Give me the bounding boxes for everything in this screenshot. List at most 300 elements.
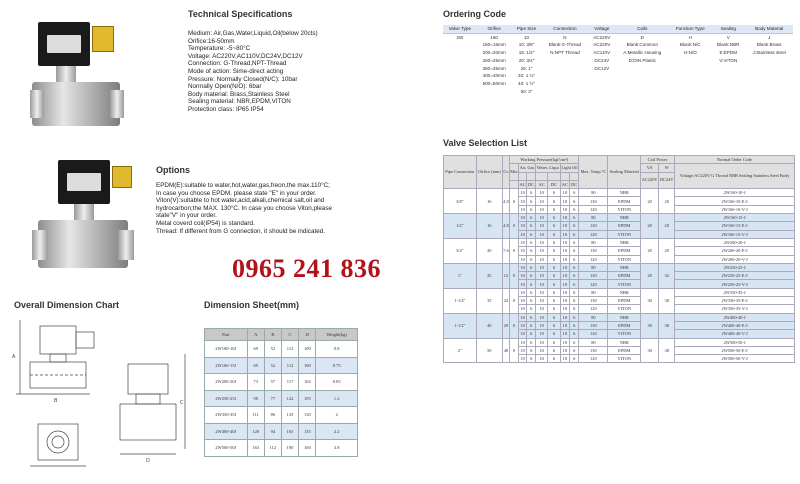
seal-cell: EPDM bbox=[608, 247, 641, 255]
pressure-cell: 6 bbox=[570, 222, 579, 230]
selection-row bbox=[444, 263, 795, 271]
ordering-header-cell: Body Material bbox=[745, 25, 793, 33]
pressure-cell: 10 bbox=[535, 263, 547, 271]
dim-cell: 120 bbox=[247, 423, 264, 440]
temp-cell: 120 bbox=[579, 255, 608, 263]
ordering-header-cell: Pipe Size bbox=[512, 25, 542, 33]
seal-cell: VITON bbox=[608, 305, 641, 313]
dim-cell: 0.8 bbox=[316, 341, 358, 358]
pressure-cell: 10 bbox=[535, 355, 547, 363]
pressure-cell: 10 bbox=[535, 338, 547, 346]
pressure-cell: 10 bbox=[560, 238, 569, 246]
temp-cell: 120 bbox=[579, 280, 608, 288]
hdr-blank bbox=[535, 172, 547, 180]
temp-cell: 130 bbox=[579, 197, 608, 205]
dim-cell: 1.2 bbox=[316, 390, 358, 407]
order-code-cell: 2W160-10-E-J bbox=[675, 197, 795, 205]
order-code-cell: 2W250-25-J bbox=[675, 263, 795, 271]
va-cell: 30 bbox=[641, 338, 659, 363]
va-cell: 20 bbox=[641, 238, 659, 263]
ordering-option: 2W bbox=[456, 34, 464, 40]
min-cell: 0 bbox=[509, 189, 518, 214]
tech-spec-line: Body material: Brass,Stainless Steel bbox=[188, 90, 290, 98]
phone-number: 0965 241 836 bbox=[232, 254, 381, 283]
temp-cell: 130 bbox=[579, 222, 608, 230]
pressure-cell: 6 bbox=[548, 230, 560, 238]
svg-text:A: A bbox=[12, 354, 16, 360]
dim-cell: 105 bbox=[299, 390, 316, 407]
pressure-cell: 10 bbox=[518, 297, 526, 305]
w-cell: 20 bbox=[659, 189, 675, 214]
pipe-cell: 2" bbox=[444, 338, 477, 363]
min-cell: 0 bbox=[509, 313, 518, 338]
pressure-cell: 6 bbox=[527, 297, 536, 305]
pressure-cell: 6 bbox=[548, 214, 560, 222]
order-code-cell: 2W250-25-V-J bbox=[675, 280, 795, 288]
pressure-cell: 10 bbox=[518, 214, 526, 222]
va-cell: 30 bbox=[641, 313, 659, 338]
pressure-cell: 6 bbox=[527, 214, 536, 222]
pressure-cell: 6 bbox=[548, 272, 560, 280]
va-cell: 30 bbox=[641, 288, 659, 313]
pressure-cell: 6 bbox=[548, 247, 560, 255]
temp-cell: 80 bbox=[579, 313, 608, 321]
svg-text:B: B bbox=[54, 398, 58, 404]
ordering-option: J bbox=[767, 34, 771, 40]
pressure-cell: 10 bbox=[560, 330, 569, 338]
pressure-cell: 10 bbox=[560, 255, 569, 263]
ordering-option: V:VITON bbox=[719, 57, 738, 63]
dim-header-cell: A bbox=[247, 329, 264, 341]
ordering-header-cell: Valve Type bbox=[443, 25, 477, 33]
hdr-blank bbox=[548, 172, 560, 180]
seal-cell: NBR bbox=[608, 214, 641, 222]
dim-cell: 69 bbox=[247, 357, 264, 374]
w-cell: 32 bbox=[659, 263, 675, 288]
cv-cell: 48 bbox=[502, 338, 509, 363]
order-code-cell: 2W500-50-E-J bbox=[675, 346, 795, 354]
dim-cell: 112 bbox=[281, 357, 298, 374]
pressure-cell: 6 bbox=[570, 230, 579, 238]
dim-cell: 165 bbox=[281, 423, 298, 440]
pressure-cell: 10 bbox=[560, 197, 569, 205]
pressure-cell: 10 bbox=[535, 305, 547, 313]
options-list bbox=[156, 182, 416, 235]
ordering-header-row bbox=[443, 25, 793, 33]
hdr-working-pressure: Working Pressure(kgf/cm²) bbox=[509, 156, 578, 164]
orifice-cell: 50 bbox=[476, 338, 502, 363]
hdr-ac: AC bbox=[535, 180, 547, 188]
hdr-ac: AC bbox=[518, 180, 526, 188]
selection-title: Valve Selection List bbox=[443, 138, 528, 148]
ordering-option: Blank:NBR bbox=[717, 42, 740, 48]
pressure-cell: 6 bbox=[548, 197, 560, 205]
dim-cell: 73 bbox=[247, 374, 264, 391]
pressure-cell: 10 bbox=[535, 280, 547, 288]
ordering-option: AC220V bbox=[593, 34, 611, 40]
cv-cell: 4.8 bbox=[502, 189, 509, 214]
pressure-cell: 6 bbox=[527, 222, 536, 230]
pressure-cell: 6 bbox=[548, 280, 560, 288]
pressure-cell: 6 bbox=[527, 355, 536, 363]
ordering-option: A:Metallic Housing bbox=[623, 50, 662, 56]
svg-text:C: C bbox=[180, 400, 184, 406]
pressure-cell: 10 bbox=[560, 205, 569, 213]
hdr-cv: Cv bbox=[502, 156, 509, 189]
cv-cell: 12 bbox=[502, 263, 509, 288]
order-code-cell: 2W400-40-E-J bbox=[675, 321, 795, 329]
hdr-min: Min bbox=[509, 164, 518, 181]
pressure-cell: 6 bbox=[570, 321, 579, 329]
pressure-cell: 6 bbox=[527, 272, 536, 280]
order-code-cell: 2W200-20-E-J bbox=[675, 247, 795, 255]
dim-cell: 135 bbox=[299, 423, 316, 440]
dim-cell: 98 bbox=[247, 390, 264, 407]
seal-cell: VITON bbox=[608, 255, 641, 263]
pressure-cell: 6 bbox=[527, 263, 536, 271]
hdr-blank bbox=[509, 180, 518, 188]
hdr-light-oil: Light Oil bbox=[560, 164, 579, 172]
pressure-cell: 6 bbox=[548, 238, 560, 246]
ordering-option: H bbox=[688, 34, 692, 40]
ordering-column bbox=[477, 33, 512, 96]
pressure-cell: 6 bbox=[527, 247, 536, 255]
temp-cell: 130 bbox=[579, 272, 608, 280]
order-code-cell: 2W160-15-V-J bbox=[675, 230, 795, 238]
pressure-cell: 6 bbox=[570, 313, 579, 321]
order-code-cell: 2W200-20-J bbox=[675, 238, 795, 246]
pressure-cell: 10 bbox=[535, 189, 547, 197]
temp-cell: 120 bbox=[579, 305, 608, 313]
orifice-cell: 35 bbox=[476, 288, 502, 313]
dim-cell: 2.2 bbox=[316, 423, 358, 440]
va-cell: 20 bbox=[641, 214, 659, 239]
option-line: In case you choose EPDM. please state "E" in your order. bbox=[156, 189, 317, 197]
pressure-cell: 10 bbox=[518, 280, 526, 288]
tech-spec-line: Mode of action: Sime-direct acting bbox=[188, 67, 284, 75]
dimension-sheet-table bbox=[204, 328, 358, 457]
pressure-cell: 6 bbox=[527, 313, 536, 321]
ordering-option: 160 bbox=[490, 34, 498, 40]
pressure-cell: 6 bbox=[570, 255, 579, 263]
pressure-cell: 6 bbox=[548, 313, 560, 321]
hdr-coil-power: Coil Power bbox=[641, 156, 675, 164]
pressure-cell: 10 bbox=[560, 288, 569, 296]
cv-cell: 29 bbox=[502, 313, 509, 338]
hdr-blank bbox=[560, 172, 569, 180]
pressure-cell: 6 bbox=[548, 189, 560, 197]
dim-sheet-title: Dimension Sheet(mm) bbox=[204, 300, 300, 310]
pressure-cell: 6 bbox=[570, 197, 579, 205]
pressure-cell: 10 bbox=[535, 297, 547, 305]
orifice-cell: 25 bbox=[476, 263, 502, 288]
ordering-column bbox=[669, 33, 711, 96]
order-code-cell: 2W160-10-J bbox=[675, 189, 795, 197]
ordering-column bbox=[745, 33, 793, 96]
ordering-header-cell: Voltage bbox=[588, 25, 615, 33]
pressure-cell: 10 bbox=[535, 230, 547, 238]
dim-row bbox=[205, 423, 358, 440]
ordering-option: 50: 2" bbox=[520, 89, 533, 95]
ordering-option: AC110V bbox=[593, 50, 611, 56]
option-line: Viton(V):suitable to hot water,acid,alkali,chemical salt,oil and bbox=[156, 197, 325, 205]
order-code-cell: 2W160-15-E-J bbox=[675, 222, 795, 230]
min-cell: 0 bbox=[509, 238, 518, 263]
pressure-cell: 6 bbox=[527, 288, 536, 296]
pressure-cell: 6 bbox=[548, 355, 560, 363]
pressure-cell: 10 bbox=[518, 247, 526, 255]
pressure-cell: 6 bbox=[527, 338, 536, 346]
hdr-pipe: Pipe Connection bbox=[444, 156, 477, 189]
temp-cell: 120 bbox=[579, 355, 608, 363]
pressure-cell: 6 bbox=[570, 338, 579, 346]
pressure-cell: 6 bbox=[548, 288, 560, 296]
pressure-cell: 10 bbox=[535, 288, 547, 296]
pressure-cell: 6 bbox=[570, 238, 579, 246]
ordering-option: Blank:Brass bbox=[756, 42, 782, 48]
seal-cell: NBR bbox=[608, 238, 641, 246]
pressure-cell: 6 bbox=[527, 189, 536, 197]
pressure-cell: 10 bbox=[560, 355, 569, 363]
pressure-cell: 6 bbox=[548, 222, 560, 230]
tech-spec-list bbox=[188, 30, 428, 114]
hdr-va: VA bbox=[641, 164, 659, 172]
ordering-option: DC12V bbox=[594, 65, 610, 71]
ordering-option: 20: 3/4" bbox=[518, 57, 535, 63]
pressure-cell: 10 bbox=[518, 346, 526, 354]
ordering-option: 10: 3/8" bbox=[518, 42, 535, 48]
seal-cell: EPDM bbox=[608, 297, 641, 305]
w-cell: 20 bbox=[659, 214, 675, 239]
dim-cell: 3.8 bbox=[316, 440, 358, 457]
order-code-cell: 2W250-25-E-J bbox=[675, 272, 795, 280]
hdr-ac220v: AC220V bbox=[641, 172, 659, 189]
cv-cell: 7.6 bbox=[502, 238, 509, 263]
order-code-cell: 2W400-40-J bbox=[675, 313, 795, 321]
ordering-option: 160=16mm bbox=[482, 42, 506, 48]
dim-cell: 2W400-40J bbox=[205, 423, 248, 440]
pressure-cell: 10 bbox=[535, 321, 547, 329]
w-cell: 38 bbox=[659, 313, 675, 338]
orifice-cell: 40 bbox=[476, 313, 502, 338]
dim-cell: 160 bbox=[299, 440, 316, 457]
ordering-option: 10 bbox=[523, 34, 530, 40]
seal-cell: NBR bbox=[608, 313, 641, 321]
dim-header-cell: C bbox=[281, 329, 298, 341]
hdr-dc: DC bbox=[570, 180, 579, 188]
hdr-water: Water, Liqui bbox=[535, 164, 560, 172]
order-code-cell: 2W350-35-J bbox=[675, 288, 795, 296]
ordering-option: N:NPT Thread bbox=[550, 50, 580, 56]
pressure-cell: 10 bbox=[535, 346, 547, 354]
pipe-cell: 1/2" bbox=[444, 214, 477, 239]
pressure-cell: 6 bbox=[548, 205, 560, 213]
order-code-cell: 2W400-40-V-J bbox=[675, 330, 795, 338]
temp-cell: 120 bbox=[579, 330, 608, 338]
option-line: Metal coverd coil(IP54) is standard. bbox=[156, 219, 255, 227]
order-code-cell: 2W160-10-V-J bbox=[675, 205, 795, 213]
pressure-cell: 10 bbox=[560, 272, 569, 280]
pressure-cell: 10 bbox=[560, 321, 569, 329]
tech-spec-line: Normally Open(N/O): 6bar bbox=[188, 83, 262, 91]
ordering-option: 200=20mm bbox=[482, 50, 506, 56]
pressure-cell: 10 bbox=[560, 230, 569, 238]
dim-cell: 130 bbox=[299, 407, 316, 424]
tech-spec-line: Temperature: -5~80°C bbox=[188, 45, 251, 53]
dim-cell: 100 bbox=[299, 341, 316, 358]
hdr-w: W bbox=[659, 164, 675, 172]
dim-cell: 86 bbox=[264, 407, 281, 424]
ordering-option: J:Stainless steel bbox=[752, 50, 786, 56]
tech-spec-line: Medium: Air,Gas,Water,Liquid,Oil(below 20cts) bbox=[188, 30, 318, 37]
hdr-dc24v: DC24V bbox=[659, 172, 675, 189]
ordering-code-title: Ordering Code bbox=[443, 9, 507, 19]
ordering-code-table bbox=[443, 25, 793, 96]
dim-cell: 0.75 bbox=[316, 357, 358, 374]
dim-row bbox=[205, 440, 358, 457]
dim-row bbox=[205, 357, 358, 374]
dim-cell: 77 bbox=[264, 390, 281, 407]
ordering-header-cell: Coils bbox=[615, 25, 669, 33]
temp-cell: 80 bbox=[579, 214, 608, 222]
pressure-cell: 10 bbox=[518, 255, 526, 263]
pressure-cell: 6 bbox=[570, 214, 579, 222]
temp-cell: 130 bbox=[579, 297, 608, 305]
selection-header-row bbox=[444, 156, 795, 164]
dim-cell: 122 bbox=[281, 390, 298, 407]
pressure-cell: 6 bbox=[570, 263, 579, 271]
pipe-cell: 3/8" bbox=[444, 189, 477, 214]
seal-cell: VITON bbox=[608, 280, 641, 288]
pressure-cell: 10 bbox=[518, 189, 526, 197]
min-cell: 0 bbox=[509, 214, 518, 239]
dim-header-cell: Weight(kg) bbox=[316, 329, 358, 341]
pressure-cell: 10 bbox=[535, 247, 547, 255]
pressure-cell: 6 bbox=[570, 330, 579, 338]
pipe-cell: 3/4" bbox=[444, 238, 477, 263]
pressure-cell: 10 bbox=[518, 305, 526, 313]
dim-header-cell: B bbox=[264, 329, 281, 341]
svg-text:D: D bbox=[146, 458, 150, 464]
ordering-header-cell: Sealing bbox=[711, 25, 745, 33]
ordering-option: H:N/O bbox=[683, 50, 697, 56]
ordering-option: 500=50mm bbox=[482, 81, 506, 87]
dim-row bbox=[205, 390, 358, 407]
tech-spec-line: Voltage: AC220V,AC110V,DC24V,DC12V bbox=[188, 52, 303, 60]
pressure-cell: 10 bbox=[560, 346, 569, 354]
seal-cell: VITON bbox=[608, 230, 641, 238]
min-cell: 0 bbox=[509, 338, 518, 363]
temp-cell: 80 bbox=[579, 288, 608, 296]
selection-row bbox=[444, 288, 795, 296]
seal-cell: EPDM bbox=[608, 346, 641, 354]
dim-header-cell: Part bbox=[205, 329, 248, 341]
dim-cell: 2W500-50J bbox=[205, 440, 248, 457]
pressure-cell: 6 bbox=[548, 255, 560, 263]
pressure-cell: 6 bbox=[527, 230, 536, 238]
dim-row bbox=[205, 374, 358, 391]
pressure-cell: 10 bbox=[535, 238, 547, 246]
pressure-cell: 6 bbox=[548, 330, 560, 338]
pressure-cell: 6 bbox=[570, 189, 579, 197]
pressure-cell: 10 bbox=[518, 355, 526, 363]
order-code-cell: 2W200-20-V-J bbox=[675, 255, 795, 263]
pressure-cell: 6 bbox=[570, 205, 579, 213]
dim-cell: 163 bbox=[247, 440, 264, 457]
ordering-option: 250=25mm bbox=[482, 57, 506, 63]
pressure-cell: 10 bbox=[535, 214, 547, 222]
pressure-cell: 10 bbox=[518, 197, 526, 205]
pressure-cell: 6 bbox=[527, 238, 536, 246]
dim-cell: 57 bbox=[264, 374, 281, 391]
dim-chart-title: Overall Dimension Chart bbox=[14, 300, 120, 310]
seal-cell: VITON bbox=[608, 330, 641, 338]
ordering-option: Blank:N/C bbox=[679, 42, 701, 48]
selection-row bbox=[444, 214, 795, 222]
ordering-option: 25: 1" bbox=[520, 65, 533, 71]
pressure-cell: 10 bbox=[535, 197, 547, 205]
hdr-ac: AC bbox=[560, 180, 569, 188]
pressure-cell: 10 bbox=[518, 238, 526, 246]
pressure-cell: 10 bbox=[535, 222, 547, 230]
seal-cell: EPDM bbox=[608, 222, 641, 230]
ordering-option: V bbox=[726, 34, 730, 40]
pressure-cell: 10 bbox=[518, 330, 526, 338]
pressure-cell: 6 bbox=[570, 280, 579, 288]
temp-cell: 80 bbox=[579, 189, 608, 197]
pressure-cell: 6 bbox=[527, 197, 536, 205]
pressure-cell: 6 bbox=[527, 321, 536, 329]
ordering-values-row bbox=[443, 33, 793, 96]
dim-cell: 2W160-10J bbox=[205, 341, 248, 358]
seal-cell: EPDM bbox=[608, 272, 641, 280]
temp-cell: 130 bbox=[579, 321, 608, 329]
va-cell: 20 bbox=[641, 263, 659, 288]
valve-photo-middle bbox=[30, 160, 140, 285]
dim-cell: 94 bbox=[264, 423, 281, 440]
ordering-column bbox=[588, 33, 615, 96]
pressure-cell: 10 bbox=[560, 313, 569, 321]
ordering-column bbox=[615, 33, 669, 96]
option-line: Thread: If different from G connection, it should be indicated. bbox=[156, 227, 325, 235]
pressure-cell: 10 bbox=[560, 338, 569, 346]
ordering-option: AC220V bbox=[593, 42, 611, 48]
dim-cell: 2 bbox=[316, 407, 358, 424]
pressure-cell: 6 bbox=[570, 247, 579, 255]
dim-cell: 190 bbox=[281, 440, 298, 457]
dim-cell: 2W250-25J bbox=[205, 390, 248, 407]
ordering-header-cell: Orifice bbox=[477, 25, 512, 33]
selection-row bbox=[444, 238, 795, 246]
pressure-cell: 6 bbox=[548, 305, 560, 313]
pressure-cell: 6 bbox=[570, 355, 579, 363]
dim-cell: 0.85 bbox=[316, 374, 358, 391]
ordering-header-cell: Connection bbox=[542, 25, 589, 33]
dim-cell: 2W200-20J bbox=[205, 374, 248, 391]
orifice-cell: 16 bbox=[476, 189, 502, 214]
temp-cell: 130 bbox=[579, 247, 608, 255]
order-code-cell: 2W160-15-J bbox=[675, 214, 795, 222]
pressure-cell: 6 bbox=[570, 297, 579, 305]
dim-cell: 117 bbox=[281, 374, 298, 391]
hdr-air-gas: Air, Gas bbox=[518, 164, 535, 172]
pressure-cell: 10 bbox=[518, 263, 526, 271]
pressure-cell: 10 bbox=[560, 189, 569, 197]
dimension-drawing bbox=[10, 314, 190, 479]
seal-cell: NBR bbox=[608, 338, 641, 346]
order-code-cell: 2W500-50-J bbox=[675, 338, 795, 346]
pressure-cell: 10 bbox=[518, 272, 526, 280]
